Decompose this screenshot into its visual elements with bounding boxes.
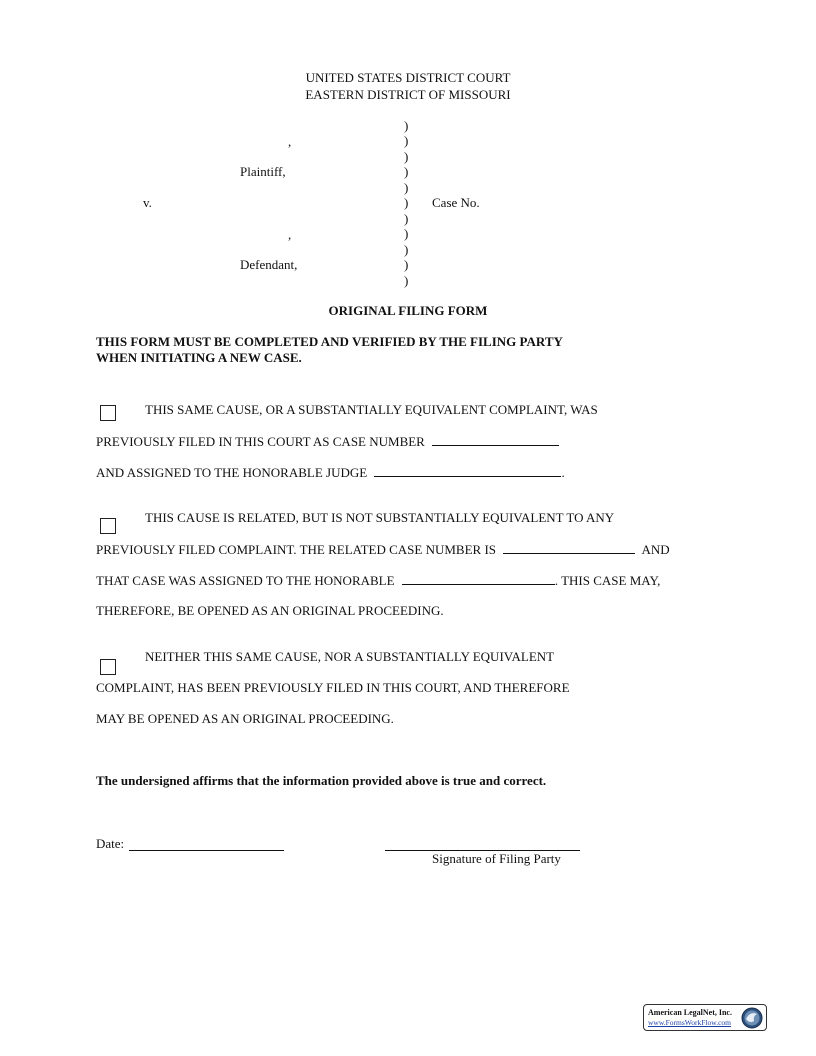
date-label: Date: (96, 836, 125, 851)
signature-label: Signature of Filing Party (432, 851, 561, 866)
defendant-name-comma: , (288, 227, 292, 242)
defendant-label: Defendant, (240, 257, 298, 272)
paren: ) (404, 133, 409, 148)
paren: ) (404, 195, 409, 210)
option-2-line-3-text: THAT CASE WAS ASSIGNED TO THE HONORABLE (96, 573, 395, 588)
paren: ) (404, 211, 409, 226)
option-2-line-1: THIS CAUSE IS RELATED, BUT IS NOT SUBSTANTIALLY EQUIVALENT TO ANY (145, 510, 615, 525)
paren: ) (404, 118, 409, 133)
instruction-line-1: THIS FORM MUST BE COMPLETED AND VERIFIED BY THE FILING PARTY (96, 334, 563, 349)
option-1-line-1: THIS SAME CAUSE, OR A SUBSTANTIALLY EQUIVALENT COMPLAINT, WAS (145, 402, 598, 417)
paren: ) (404, 242, 409, 257)
plaintiff-label: Plaintiff, (240, 164, 286, 179)
option-3-checkbox[interactable] (100, 659, 116, 675)
option-2-line-2-text: PREVIOUSLY FILED COMPLAINT. THE RELATED CASE NUMBER IS (96, 542, 497, 557)
company-website-link[interactable]: www.FormsWorkFlow.com (648, 1018, 732, 1027)
date-field[interactable] (129, 850, 284, 851)
option-2-line-4: THEREFORE, BE OPENED AS AN ORIGINAL PROCEEDING. (96, 603, 444, 618)
plaintiff-name-comma: , (288, 134, 292, 149)
globe-logo-icon (741, 1007, 763, 1029)
option-2-line-3 (96, 572, 660, 589)
prior-judge-field[interactable] (374, 464, 561, 477)
prior-case-number-field[interactable] (432, 433, 559, 446)
option-1-line-3-text: AND ASSIGNED TO THE HONORABLE JUDGE (96, 465, 368, 480)
paren: ) (404, 226, 409, 241)
form-title: ORIGINAL FILING FORM (328, 303, 488, 318)
paren: ) (404, 273, 409, 288)
company-logo-badge (643, 1004, 767, 1031)
paren: ) (404, 164, 409, 179)
option-1-checkbox[interactable] (100, 405, 116, 421)
option-2-line-2 (96, 541, 670, 558)
option-1-line-2 (96, 433, 559, 450)
option-3-line-2: COMPLAINT, HAS BEEN PREVIOUSLY FILED IN THIS COURT, AND THEREFORE (96, 680, 570, 695)
case-number-label: Case No. (432, 195, 480, 210)
option-2-and: AND (641, 542, 670, 557)
instruction-line-2: WHEN INITIATING A NEW CASE. (96, 350, 302, 365)
related-case-number-field[interactable] (503, 541, 635, 554)
option-3-line-3: MAY BE OPENED AS AN ORIGINAL PROCEEDING. (96, 711, 394, 726)
versus-label: v. (143, 195, 152, 210)
paren: ) (404, 180, 409, 195)
paren: ) (404, 257, 409, 272)
related-judge-field[interactable] (402, 572, 555, 585)
option-1-line-2-text: PREVIOUSLY FILED IN THIS COURT AS CASE NUMBER (96, 434, 425, 449)
option-2-line-3-tail: . THIS CASE MAY, (554, 573, 661, 588)
affirmation-text: The undersigned affirms that the information provided above is true and correct. (96, 773, 547, 788)
paren: ) (404, 149, 409, 164)
district-name: EASTERN DISTRICT OF MISSOURI (305, 87, 511, 102)
option-1-line-3 (96, 464, 565, 481)
option-2-checkbox[interactable] (100, 518, 116, 534)
option-1-period: . (561, 465, 565, 480)
company-name: American LegalNet, Inc. (648, 1008, 732, 1017)
option-3-line-1: NEITHER THIS SAME CAUSE, NOR A SUBSTANTIALLY EQUIVALENT (145, 649, 555, 664)
court-name: UNITED STATES DISTRICT COURT (305, 70, 511, 85)
